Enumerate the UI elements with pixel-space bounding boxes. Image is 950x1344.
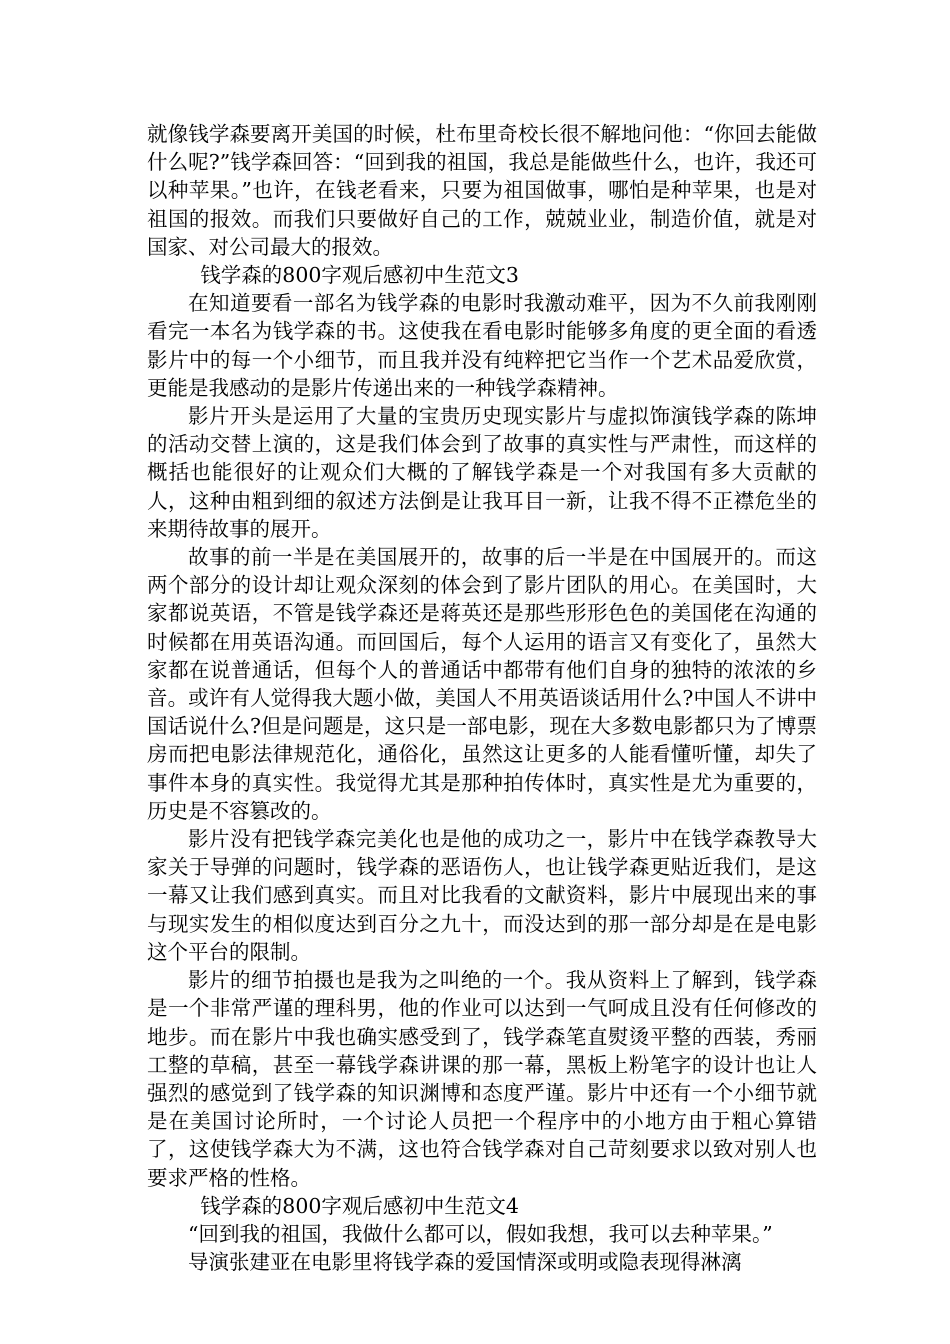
document-body bbox=[147, 120, 817, 1276]
paragraph-1: 就像钱学森要离开美国的时候，杜布里奇校长很不解地问他：“你回去能做什么呢?”钱学森回答：“回到我的祖国，我总是能做些什么，也许，我还可以种苹果。”也许，在钱老看来，只要为祖国做事，哪怕是种苹果，也是对祖国的报效。而我们只要做好自己的工作，兢兢业业，制造价值，就是对国家、对公司最大的报效。 bbox=[147, 122, 817, 259]
paragraph-2: 在知道要看一部名为钱学森的电影时我激动难平，因为不久前我刚刚看完一本名为钱学森的书。这使我在看电影时能够多角度的更全面的看透影片中的每一个小细节，而且我并没有纯粹把它当作一个艺术品爱欣赏，更能是我感动的是影片传递出来的一种钱学森精神。 bbox=[147, 291, 817, 400]
paragraph-5: 影片没有把钱学森完美化也是他的成功之一，影片中在钱学森教导大家关于导弹的问题时，钱学森的恶语伤人，也让钱学森更贴近我们，是这一幕又让我们感到真实。而且对比我看的文献资料，影片中展现出来的事与现实发生的相似度达到百分之九十，而没达到的那一部分却是在是电影这个平台的限制。 bbox=[147, 827, 817, 964]
section-heading-3: 钱学森的800字观后感初中生范文3 bbox=[200, 263, 519, 288]
paragraph-4: 故事的前一半是在美国展开的，故事的后一半是在中国展开的。而这两个部分的设计却让观众深刻的体会到了影片团队的用心。在美国时，大家都说英语，不管是钱学森还是蒋英还是那些形形色色的美国佬在沟通的时候都在用英语沟通。而回国后，每个人运用的语言又有变化了，虽然大家都在说普通话，但每个人的普通话中都带有他们自身的独特的浓浓的乡音。或许有人觉得我大题小做，美国人不用英语谈话用什么?中国人不讲中国话说什么?但是问题是，这只是一部电影，现在大多数电影都只为了博票房而把电影法律规范化，通俗化，虽然这让更多的人能看懂听懂，却失了事件本身的真实性。我觉得尤其是那种拍传体时，真实性是尤为重要的，历史是不容篡改的。 bbox=[147, 545, 817, 823]
paragraph-7: “回到我的祖国，我做什么都可以，假如我想，我可以去种苹果。” bbox=[188, 1221, 773, 1246]
paragraph-8: 导演张建亚在电影里将钱学森的爱国情深或明或隐表现得淋漓 bbox=[188, 1250, 742, 1275]
paragraph-6: 影片的细节拍摄也是我为之叫绝的一个。我从资料上了解到，钱学森是一个非常严谨的理科男，他的作业可以达到一气呵成且没有任何修改的地步。而在影片中我也确实感受到了，钱学森笔直熨烫平整的西装，秀丽工整的草稿，甚至一幕钱学森讲课的那一幕，黑板上粉笔字的设计也让人强烈的感觉到了钱学森的知识渊博和态度严谨。影片中还有一个小细节就是在美国讨论所时，一个讨论人员把一个程序中的小地方由于粗心算错了，这使钱学森大为不满，这也符合钱学森对自己苛刻要求以致对别人也要求严格的性格。 bbox=[147, 968, 817, 1190]
paragraph-3: 影片开头是运用了大量的宝贵历史现实影片与虚拟饰演钱学森的陈坤的活动交替上演的，这是我们体会到了故事的真实性与严肃性，而这样的概括也能很好的让观众们大概的了解钱学森是一个对我国有多大贡献的人，这种由粗到细的叙述方法倒是让我耳目一新，让我不得不正襟危坐的来期待故事的展开。 bbox=[147, 404, 817, 541]
section-heading-4: 钱学森的800字观后感初中生范文4 bbox=[200, 1193, 519, 1218]
